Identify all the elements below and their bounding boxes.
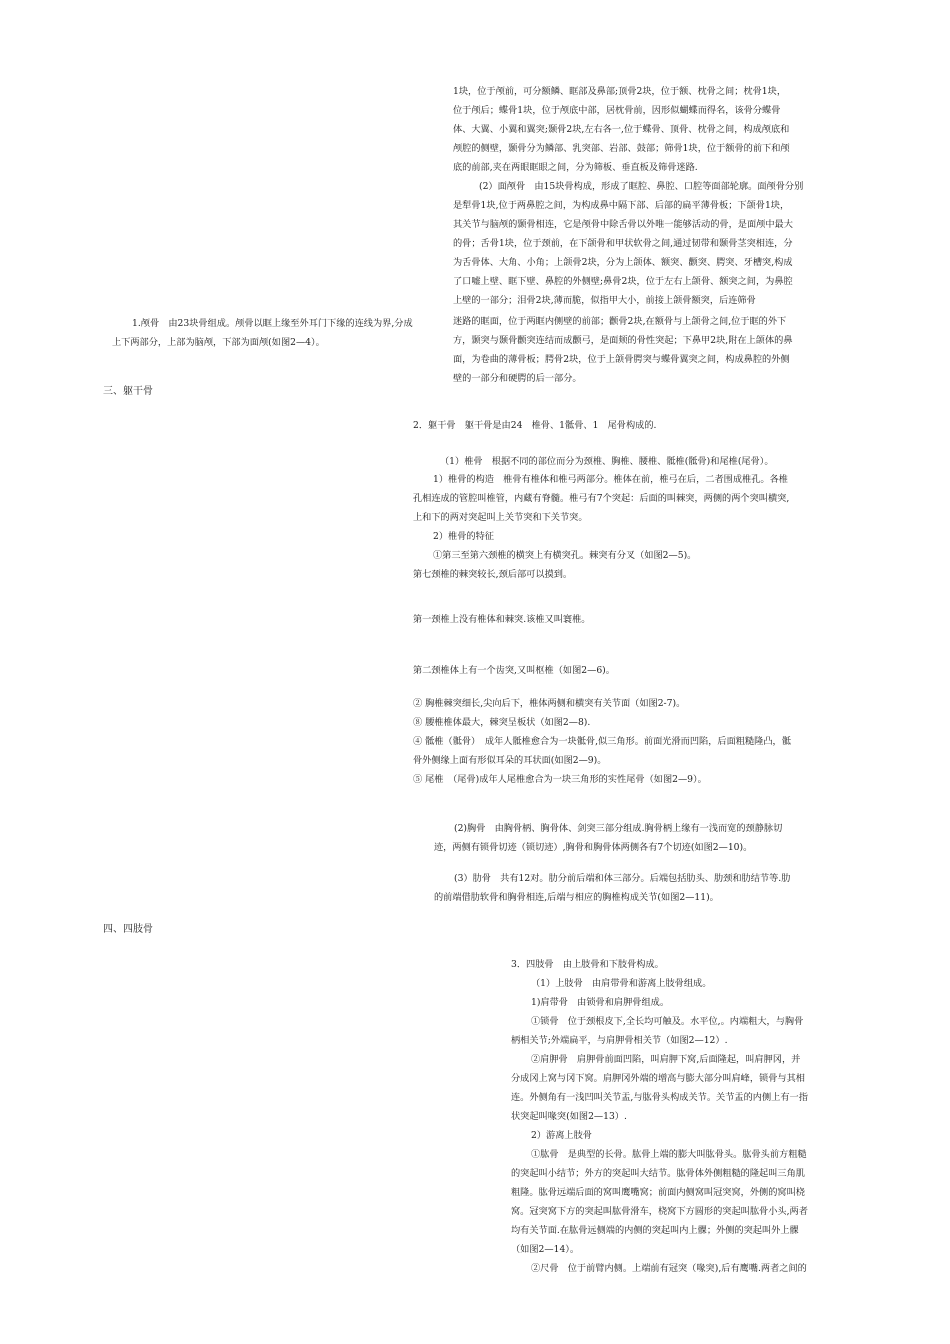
text-line: ①锁骨 位于颈根皮下,全长均可触及。水平位,。内端粗大，与胸骨 xyxy=(531,1016,804,1027)
section-heading-limbs: 四、四肢骨 xyxy=(103,924,153,935)
text-line: 是犁骨1块,位于两鼻腔之间，为构成鼻中隔下部、后部的扁平薄骨板；下颌骨1块， xyxy=(453,200,790,211)
cranial-bones-text xyxy=(453,82,790,177)
text-line: 连。外侧角有一浅凹叫关节盂,与肱骨头构成关节。关节盂的内侧上有一指 xyxy=(511,1092,808,1103)
text-line: 2）椎骨的特征 xyxy=(433,531,494,542)
text-line: 1)肩带骨 由锁骨和肩胛骨组成。 xyxy=(531,997,670,1008)
text-line: 面，为卷曲的薄骨板；腭骨2块，位于上颌骨腭突与蝶骨翼突之间，构成鼻腔的外侧 xyxy=(453,354,790,365)
text-line: 迷路的眶面，位于两眶内侧壁的前部；颧骨2块,在额骨与上颌骨之间,位于眶的外下 xyxy=(453,316,787,327)
text-line: ①第三至第六颈椎的横突上有横突孔。棘突有分叉（如图2—5)。 xyxy=(433,550,697,561)
text-line: 上和下的两对突起叫上关节突和下关节突。 xyxy=(413,512,588,523)
text-line: （1）上肢骨 由肩带骨和游离上肢骨组成。 xyxy=(531,978,712,989)
text-line: （如图2—14）。 xyxy=(511,1244,580,1255)
vertebra-structure xyxy=(413,470,789,584)
text-line: 壁的一部分和硬腭的后一部分。 xyxy=(453,373,582,384)
axis-text: 第二颈椎体上有一个齿突,又叫枢椎（如图2—6)。 xyxy=(413,665,615,676)
section-heading-trunk: 三、躯干骨 xyxy=(103,386,153,397)
text-line: 1.颅骨 由23块骨组成。颅骨以眶上缘至外耳门下缘的连线为界,分成 xyxy=(132,318,413,329)
text-line: 其关节与脑颅的颞骨相连，它是颅骨中除舌骨以外唯一能够活动的骨，是面颅中最大 xyxy=(453,219,793,230)
text-line: 柄相关节;外端扁平，与肩胛骨相关节（如图2—12）. xyxy=(511,1035,728,1046)
text-line: ②肩胛骨 肩胛骨前面凹陷，叫肩胛下窝,后面隆起，叫肩胛冈，并 xyxy=(531,1054,801,1065)
text-line: 3．四肢骨 由上肢骨和下肢骨构成。 xyxy=(511,959,664,970)
text-line: 的骨；舌骨1块，位于颈前，在下颌骨和甲状软骨之间,通过韧带和颞骨茎突相连，分 xyxy=(453,238,793,249)
text-line: ⑧ 腰椎椎体最大，棘突呈板状（如图2—8). xyxy=(413,717,591,728)
text-line: 的突起叫小结节；外方的突起叫大结节。肱骨体外侧粗糙的隆起叫三角肌 xyxy=(511,1168,805,1179)
ribs-text xyxy=(434,869,790,907)
text-line: (2）面颅骨 由15块骨构成，形成了眶腔、鼻腔、口腔等面部轮廓。面颅骨分别 xyxy=(479,181,804,192)
text-line: 为舌骨体、大角、小角；上颌骨2块，分为上颌体、额突、颧突、腭突、牙槽突,构成 xyxy=(453,257,793,268)
text-line: 2）游离上肢骨 xyxy=(531,1130,592,1141)
text-line: 1块，位于颅前，可分额鳞、眶部及鼻部;顶骨2块，位于额、枕骨之间；枕骨1块， xyxy=(453,86,787,97)
text-line: 颅腔的侧壁，颞骨分为鳞部、乳突部、岩部、鼓部；筛骨1块，位于额骨的前下和颅 xyxy=(453,143,790,154)
text-line: 骨外侧缘上面有形似耳朵的耳状面(如图2—9)。 xyxy=(413,755,607,766)
atlas-text: 第一颈椎上没有椎体和棘突.该椎又叫寰椎。 xyxy=(413,614,591,625)
text-line: 分成冈上窝与冈下窝。肩胛冈外端的增高与膨大部分叫肩峰，锁骨与其相 xyxy=(511,1073,805,1084)
text-line: 孔相连成的管腔叫椎管，内藏有脊髓。椎弓有7个突起：后面的叫棘突，两侧的两个突叫横突, xyxy=(413,493,790,504)
text-line: 了口嘘上壁、眶下壁、鼻腔的外侧壁;鼻骨2块，位于左右上颌骨、额突之间，为鼻腔 xyxy=(453,276,793,287)
skull-intro xyxy=(112,314,413,352)
text-line: (3）肋骨 共有12对。肋分前后端和体三部分。后端包括肋头、肋颈和肋结节等.肋 xyxy=(454,873,791,884)
trunk-intro: 2．躯干骨 躯干骨是由24 椎骨、1骶骨、1 尾骨构成的. xyxy=(413,420,657,431)
vertebrae-text: （1）椎骨 根据不同的部位而分为颈椎、胸椎、腰椎、骶椎(骶骨)和尾椎(尾骨）。 xyxy=(440,456,774,467)
text-line: 均有关节面.在肱骨远侧端的内侧的突起叫内上髁；外侧的突起叫外上髁 xyxy=(511,1225,799,1236)
text-line: 的前端借肋软骨和胸骨相连,后端与相应的胸椎构成关节(如图2—11)。 xyxy=(434,892,719,903)
text-line: 1）椎骨的构造 椎骨有椎体和椎弓两部分。椎体在前，椎弓在后，二者围成椎孔。各椎 xyxy=(433,474,788,485)
text-line: 第七颈椎的棘突较长,颈后部可以摸到。 xyxy=(413,569,573,580)
text-line: 粗隆。肱骨远端后面的窝叫鹰嘴窝；前面内侧窝叫冠突窝，外侧的窝叫桡 xyxy=(511,1187,805,1198)
face-skull-text xyxy=(453,177,803,388)
text-line: ①肱骨 是典型的长骨。肱骨上端的膨大叫肱骨头。肱骨头前方粗糙 xyxy=(531,1149,807,1160)
text-line: 上壁的一部分；泪骨2块,薄而脆，似指甲大小，前接上颌骨额突，后连筛骨 xyxy=(453,295,756,306)
text-line: ④ 骶椎（骶骨） 成年人骶椎愈合为一块骶骨,似三角形。前面光滑而凹陷，后面粗糙隆凸，骶 xyxy=(413,736,791,747)
text-line: 位于颅后；蝶骨1块，位于颅底中部，居枕骨前，因形似蝴蝶而得名，该骨分蝶骨 xyxy=(453,105,781,116)
text-line: 底的前部,夹在两眼眶眼之间，分为筛板、垂直板及筛骨迷路. xyxy=(453,162,698,173)
text-line: (2)胸骨 由胸骨柄、胸骨体、剑突三部分组成.胸骨柄上缘有一浅而宽的颈静脉切 xyxy=(454,823,783,834)
text-line: 体、大翼、小翼和翼突;颞骨2块,左右各一,位于蝶骨、顶骨、枕骨之间，构成颅底和 xyxy=(453,124,790,135)
vertebra-types xyxy=(413,694,791,789)
text-line: ② 胸椎棘突细长,尖向后下，椎体两侧和横突有关节面（如图2-7)。 xyxy=(413,698,686,709)
text-line: 上下两部分，上部为脑颅，下部为面颅(如图2—4）。 xyxy=(112,337,325,348)
text-line: 状突起叫喙突(如图2—13）. xyxy=(511,1111,627,1122)
text-line: 迹，两侧有锁骨切迹（锁切迹）,胸骨和胸骨体两侧各有7个切迹(如图2—10)。 xyxy=(434,842,753,853)
text-line: 窝。冠突窝下方的突起叫肱骨滑车，桡窝下方圆形的突起叫肱骨小头,两者 xyxy=(511,1206,808,1217)
text-line: 方，颞突与颞骨颧突连结而成颧弓，是面颊的骨性突起；下鼻甲2块,附在上颌体的鼻 xyxy=(453,335,793,346)
text-line: ②尺骨 位于前臂内侧。上端前有冠突（喙突),后有鹰嘴.两者之间的 xyxy=(531,1263,807,1274)
sternum-text xyxy=(434,819,782,857)
text-line: ⑤ 尾椎 （尾骨)成年人尾椎愈合为一块三角形的实性尾骨（如图2—9）。 xyxy=(413,774,707,785)
limbs-text xyxy=(511,955,808,1278)
